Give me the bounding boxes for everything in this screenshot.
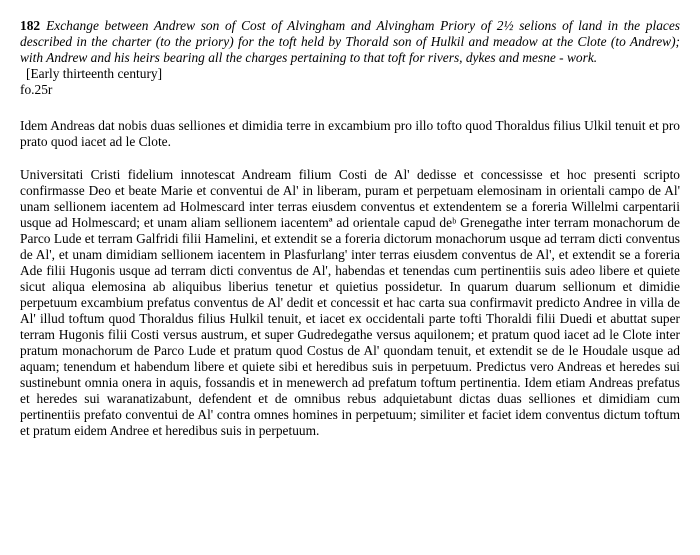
charter-date: [Early thirteenth century] [26, 66, 163, 81]
latin-abstract: Idem Andreas dat nobis duas selliones et dimidia terre in excambium pro illo tofto quod Thoraldus filius Ulkil tenuit et pro prato quod iacet ad le Clote. [20, 118, 680, 149]
folio-reference: fo.25r [20, 82, 53, 97]
charter-text: Universitati Cristi fidelium innotescat Andream filium Costi de Al' dedisse et concessisse et hoc presenti scripto confirmasse Deo et beate Marie et conventui de Al' in liberam, puram et perpetuam elemosinam in orientali campo de Al' unam sellionem iacentem ad Holmescard inter terras eiusdem conventus et extendentem se a foreria Willelmi carpentarii usque ad Holmescard; et unam aliam sellionem iacentemª ad orientale capud deᵇ Grenegathe inter terram monachorum de Parco Lude et terram Galfridi filii Hamelini, et extendit se a foreria dictorum monachorum usque ad terram dicti conventus de Al', et unam dimidiam sellionem iacentem in Plasfurlang' inter terras eiusdem conventus de Al', et extendit se a foreria Ade filii Hugonis usque ad terram dicti conventus de Al', habendas et tenendas cum pertinentiis suis adeo libere et quiete sicut aliqua elemosina ab aliquibus liberius tenetur et quietius possidetur. In quarum duarum sellionum et dimidie perpetuum excambium prefatus conventus de Al' dedit et concessit et hac carta sua confirmavit predicto Andree in villa de Al' illud toftum quod Thoraldus filius Hulkil tenuit, et iacet ex occidentali parte tofti Thoraldi filii Duedi et abuttat super terram Hugonis filii Costi versus austrum, et super Gudredegathe versus aquilonem; et pratum quod iacet ad le Clote inter pratum monachorum de Parco Lude et pratum quod Costus de Al' quondam tenuit, et extendit se de le Houdale usque ad aquam; tenendum et habendum libere et quiete sibi et heredibus suis in perpetuum. Predictus vero Andreas et heredes sui sustinebunt omnia onera in aquis, fossandis et in menewerch ad prefatum toftum pertinentia. Idem etiam Andreas prefatus et heredes sui waranatizabunt, defendent et de omnibus rebus adquietabunt dictas duas selliones et dimidiam cum pertinentiis prefato conventui de Al' contra omnes homines in perpetuum; similiter et faciet idem conventus dictum toftum et pratum eidem Andree et heredibus suis in perpetuum. [20, 167, 680, 438]
charter-summary [20, 18, 680, 66]
summary-text: Exchange between Andrew son of Cost of Alvingham and Alvingham Priory of 2½ selions of land in the places described in the charter (to the priory) for the toft held by Thorald son of Hulkil and meadow at the Clote (to Andrew); with Andrew and his heirs bearing all the charges pertaining to that toft for rivers, dykes and mesne - work. [20, 18, 680, 65]
charter-number: 182 [20, 18, 41, 33]
